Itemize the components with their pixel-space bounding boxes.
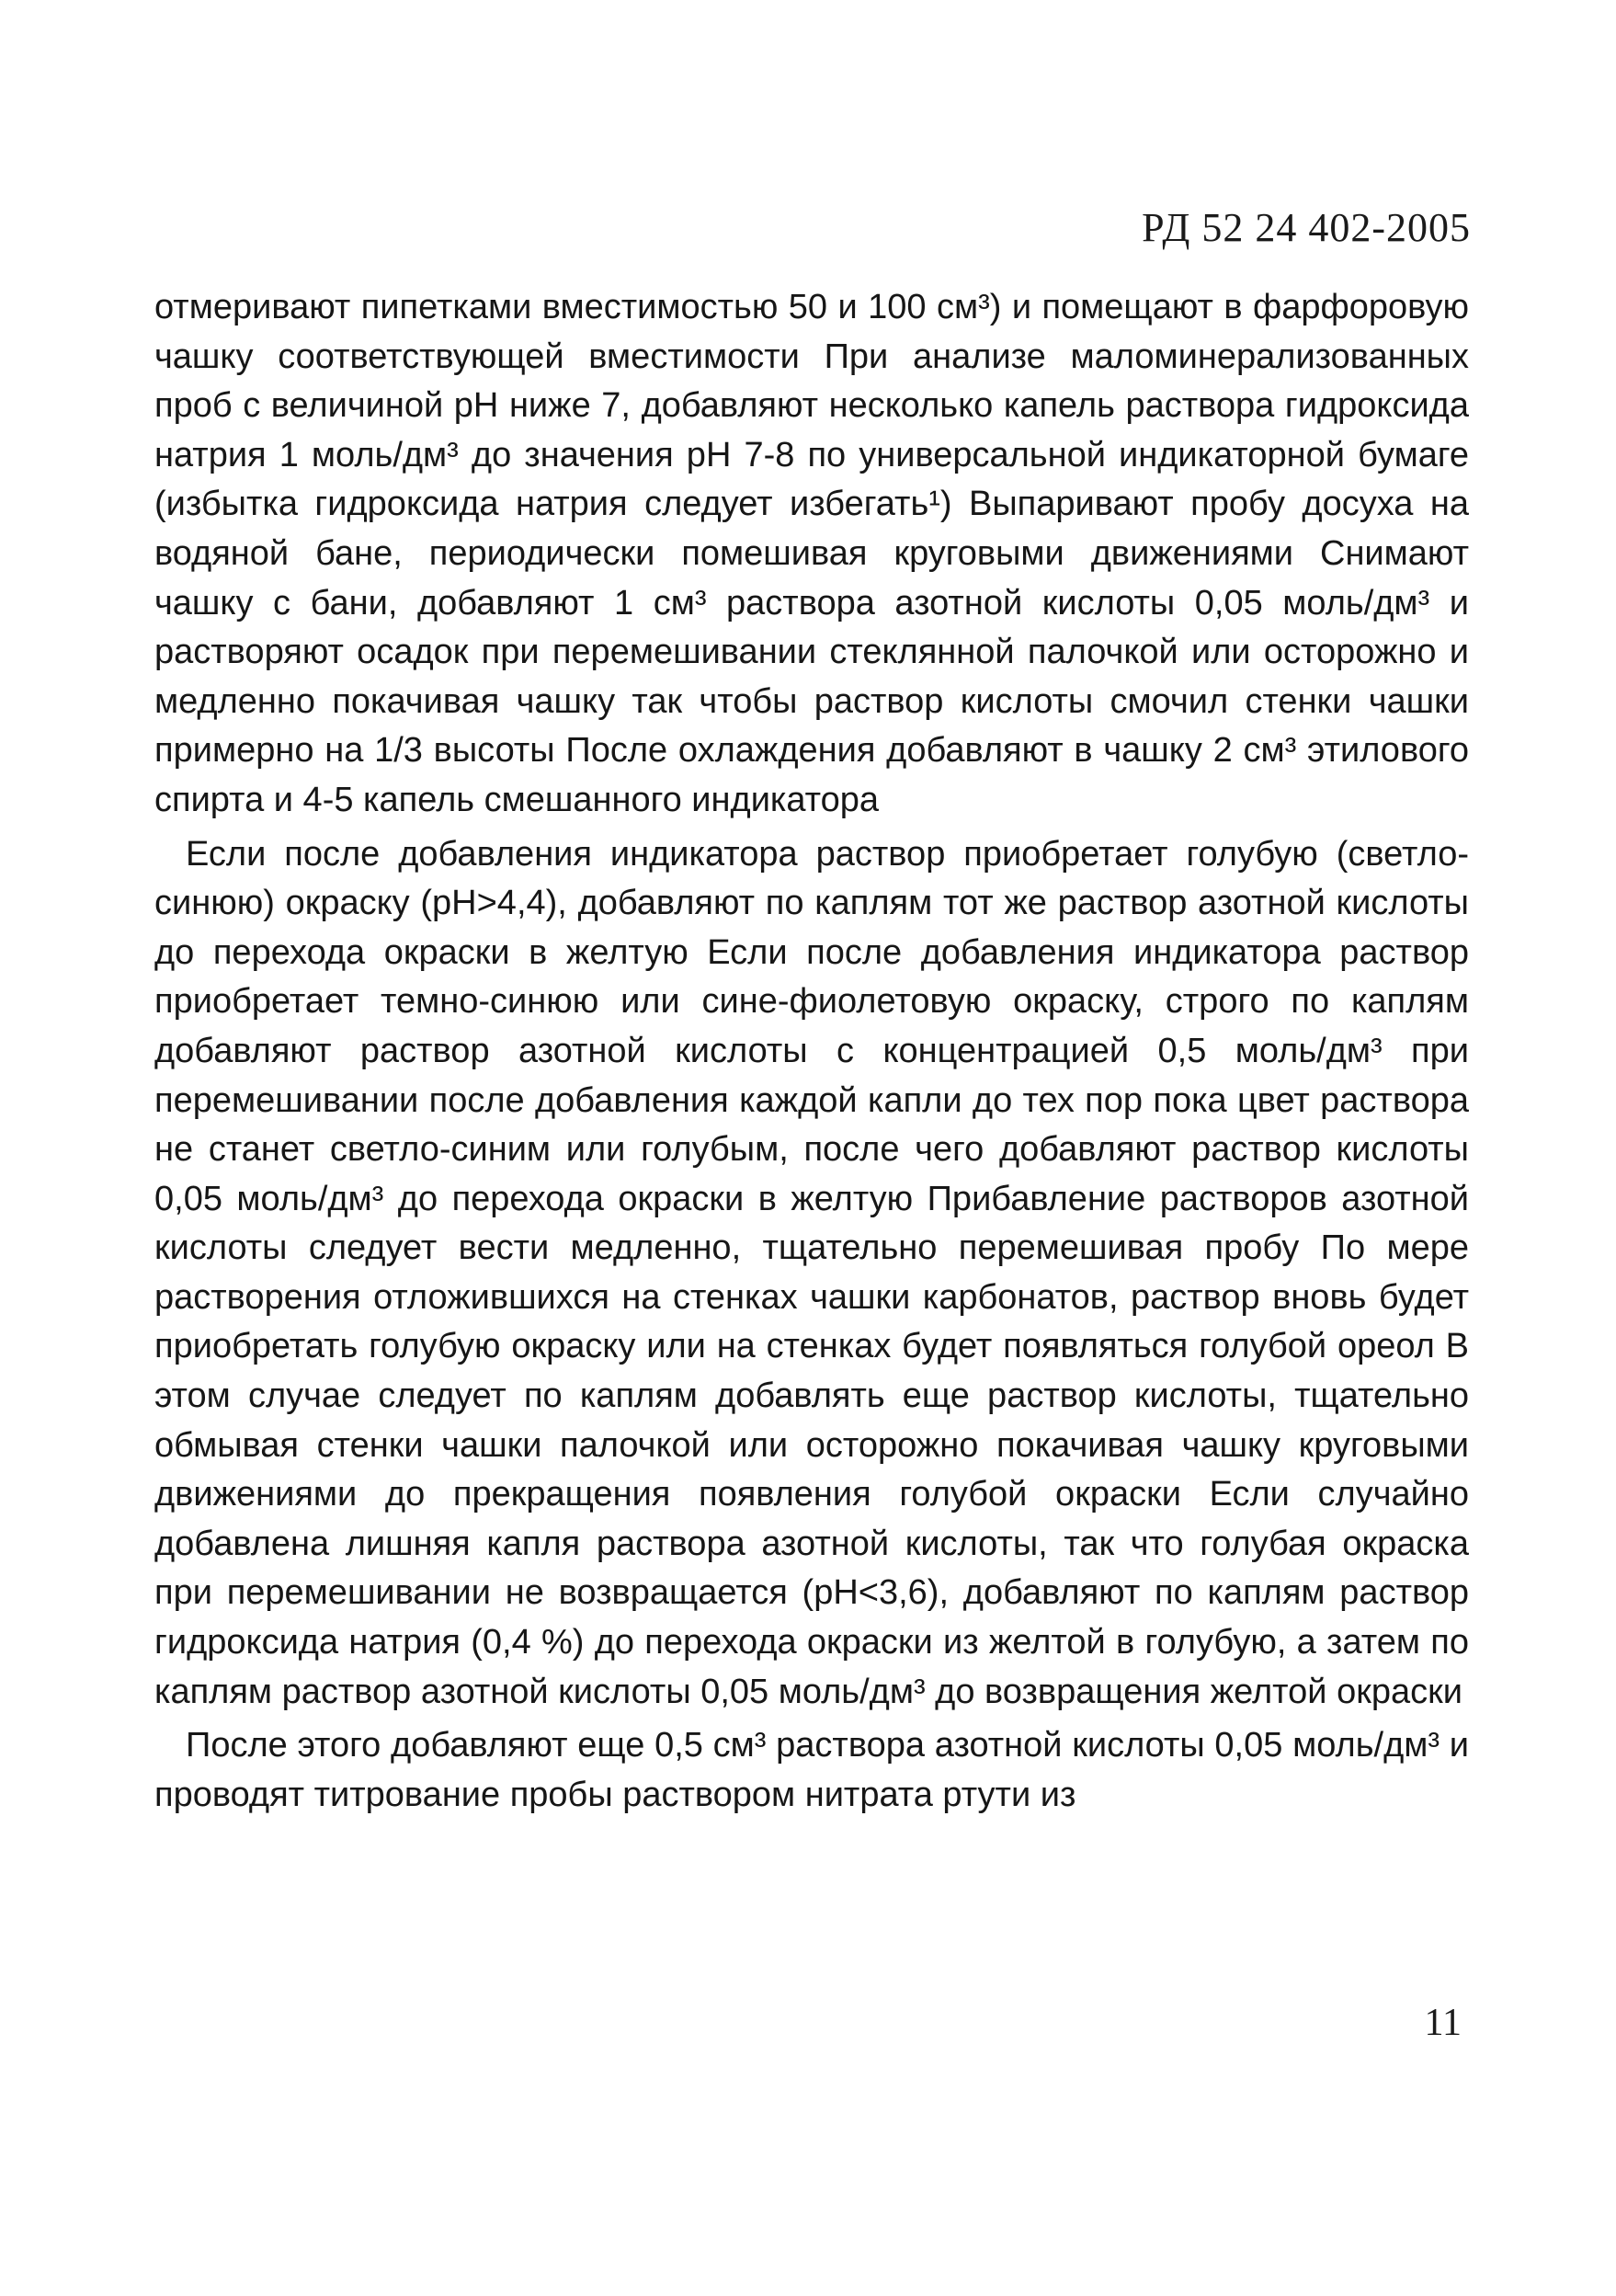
- document-code: РД 52 24 402-2005: [1142, 205, 1471, 250]
- paragraph-continuation: отмеривают пипетками вместимостью 50 и 100 см³) и помещают в фарфоровую чашку соответствующей вместимости При анализе маломинерализованных проб с величиной pH ниже 7, добавляют несколько капель раствора гидроксида натрия 1 моль/дм³ до значения pH 7-8 по универсальной индикаторной бумаге (избытка гидроксида натрия следует избегать¹) Выпаривают пробу досуха на водяной бане, периодически помешивая круговыми движениями Снимают чашку с бани, добавляют 1 см³ раствора азотной кислоты 0,05 моль/дм³ и растворяют осадок при перемешивании стеклянной палочкой или осторожно и медленно покачивая чашку так чтобы раствор кислоты смочил стенки чашки примерно на 1/3 высоты После охлаждения добавляют в чашку 2 см³ этилового спирта и 4-5 капель смешанного индикатора: [154, 288, 1469, 819]
- paragraph-titration-start: После этого добавляют еще 0,5 см³ раствора азотной кислоты 0,05 моль/дм³ и проводят титрование пробы раствором нитрата ртути из: [154, 1726, 1469, 1814]
- body-text: [154, 283, 1469, 1820]
- paragraph-indicator-procedure: Если после добавления индикатора раствор приобретает голубую (светло-синюю) окраску (pH>4,4), добавляют по каплям тот же раствор азотной кислоты до перехода окраски в желтую Если после добавления индикатора раствор приобретает темно-синюю или сине-фиолетовую окраску, строго по каплям добавляют раствор азотной кислоты с концентрацией 0,5 моль/дм³ при перемешивании после добавления каждой капли до тех пор пока цвет раствора не станет светло-синим или голубым, после чего добавляют раствор кислоты 0,05 моль/дм³ до перехода окраски в желтую Прибавление растворов азотной кислоты следует вести медленно, тщательно перемешивая пробу По мере растворения отложившихся на стенках чашки карбонатов, раствор вновь будет приобретать голубую окраску или на стенках будет появляться голубой ореол В этом случае следует по каплям добавлять еще раствор кислоты, тщательно обмывая стенки чашки палочкой или осторожно покачивая чашку круговыми движениями до прекращения появления голубой окраски Если случайно добавлена лишняя капля раствора азотной кислоты, так что голубая окраска при перемешивании не возвращается (pH<3,6), добавляют по каплям раствор гидроксида натрия (0,4 %) до перехода окраски из желтой в голубую, а затем по каплям раствор азотной кислоты 0,05 моль/дм³ до возвращения желтой окраски: [154, 834, 1469, 1711]
- page-number: 11: [1424, 2002, 1462, 2044]
